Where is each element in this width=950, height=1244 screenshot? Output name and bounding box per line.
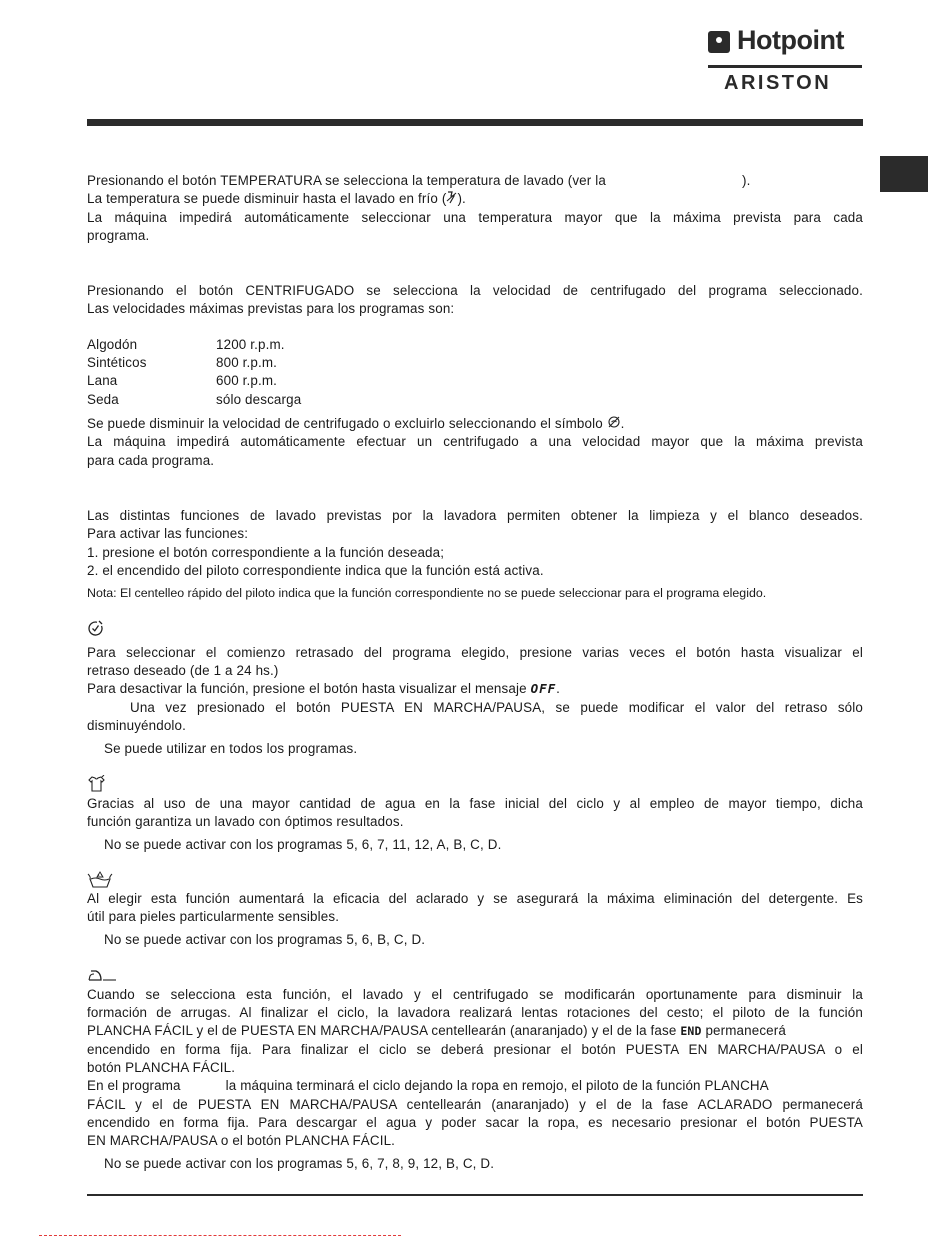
- funciones-line-3: 1. presione el botón correspondiente a la función deseada;: [87, 545, 445, 560]
- extra-aclarado-line-1: Al elegir esta función aumentará la eficacia del aclarado y se asegurará la máxima eliminación del detergente. Es: [87, 891, 863, 906]
- centrifugado-line-4: La máquina impedirá automáticamente efectuar un centrifugado a una velocidad mayor que la máxima prevista: [87, 434, 863, 449]
- plancha-line-1: Cuando se selecciona esta función, el lavado y el centrifugado se modificarán oportunamente para disminuir la: [87, 987, 863, 1002]
- retraso-line-1: Para seleccionar el comienzo retrasado del programa elegido, presione varias veces el botón hasta visualizar el: [87, 645, 863, 660]
- speed-value: 800 r.p.m.: [216, 355, 278, 370]
- funciones-line-4: 2. el encendido del piloto correspondiente indica que la función está activa.: [87, 563, 544, 578]
- sub-brand-name: ARISTON: [724, 72, 832, 94]
- temperatura-line-4: programa.: [87, 228, 150, 243]
- no-spin-icon: [607, 415, 621, 434]
- logo-divider: [708, 65, 862, 68]
- centrifugado-line-1: Presionando el botón CENTRIFUGADO se selecciona la velocidad de centrifugado del programa seleccionado.: [87, 283, 863, 298]
- off-display-text: OFF: [530, 681, 557, 696]
- speed-row: [87, 354, 863, 372]
- super-lavado-line-3: No se puede activar con los programas 5, 6, 7, 11, 12, A, B, C, D.: [104, 837, 502, 852]
- plancha-line-10: No se puede activar con los programas 5, 6, 7, 8, 9, 12, B, C, D.: [104, 1156, 495, 1171]
- brand-logo: [706, 25, 864, 98]
- brand-name: Hotpoint: [737, 25, 844, 55]
- side-tab: [880, 156, 928, 192]
- centrifugado-line-3: Se puede disminuir la velocidad de centrifugado o excluirlo seleccionando el símbolo .: [87, 415, 863, 434]
- funciones-line-1: Las distintas funciones de lavado previstas por la lavadora permiten obtener la limpieza y el blanco deseados.: [87, 508, 863, 523]
- plancha-line-9: EN MARCHA/PAUSA o el botón PLANCHA FÁCIL.: [87, 1133, 396, 1148]
- retraso-line-6: Se puede utilizar en todos los programas.: [104, 741, 358, 756]
- speed-row: [87, 336, 863, 354]
- super-lavado-line-2: función garantiza un lavado con óptimos resultados.: [87, 814, 404, 829]
- speed-value: 600 r.p.m.: [216, 373, 278, 388]
- retraso-line-2: retraso deseado (de 1 a 24 hs.): [87, 663, 279, 678]
- retraso-line-5: disminuyéndolo.: [87, 718, 187, 733]
- plancha-line-7: FÁCIL y el de PUESTA EN MARCHA/PAUSA centellearán (anaranjado) y el de la fase ACLARADO permanecerá: [87, 1097, 863, 1112]
- retraso-line-4: Una vez presionado el botón PUESTA EN MARCHA/PAUSA, se puede modificar el valor del retraso sólo: [130, 700, 863, 715]
- plancha-line-8: encendido en forma fija. Para descargar el agua y poder sacar la ropa, es necesario presionar el botón PUESTA: [87, 1115, 863, 1130]
- plancha-line-6: En el programa la máquina terminará el ciclo dejando la ropa en remojo, el piloto de la función PLANCHA: [87, 1078, 769, 1093]
- temperatura-line-3: La máquina impedirá automáticamente seleccionar una temperatura mayor que la máxima prevista para cada: [87, 210, 863, 225]
- easy-iron-icon: [87, 968, 117, 987]
- funciones-line-2: Para activar las funciones:: [87, 526, 249, 541]
- speed-program: Seda: [87, 392, 119, 407]
- funciones-note: Nota: El centelleo rápido del piloto indica que la función correspondiente no se puede seleccionar para el programa elegido.: [87, 586, 767, 600]
- centrifugado-line-5: para cada programa.: [87, 453, 215, 468]
- extra-aclarado-line-3: No se puede activar con los programas 5, 6, B, C, D.: [104, 932, 426, 947]
- speed-row: [87, 391, 863, 409]
- temperatura-line-2: La temperatura se puede disminuir hasta el lavado en frío ( ).: [87, 190, 863, 209]
- plancha-line-4: encendido en forma fija. Para finalizar el ciclo se deberá presionar el botón PUESTA EN MARCHA/PAUSA o el: [87, 1042, 863, 1057]
- delay-timer-icon: [87, 620, 104, 642]
- speed-program: Algodón: [87, 337, 138, 352]
- speed-value: sólo descarga: [216, 392, 302, 407]
- speed-value: 1200 r.p.m.: [216, 337, 285, 352]
- end-phase-text: END: [680, 1024, 702, 1038]
- header-bar: [87, 119, 863, 126]
- temperatura-line-1: Presionando el botón TEMPERATURA se selecciona la temperatura de lavado (ver la ).: [87, 173, 751, 188]
- speed-row: [87, 372, 863, 390]
- super-lavado-line-1: Gracias al uso de una mayor cantidad de agua en la fase inicial del ciclo y al empleo de mayor tiempo, dicha: [87, 796, 863, 811]
- super-wash-icon: [87, 775, 106, 797]
- plancha-line-3: PLANCHA FÁCIL y el de PUESTA EN MARCHA/PAUSA centellearán (anaranjado) y el de la fase END permanecerá: [87, 1023, 786, 1038]
- retraso-line-3: Para desactivar la función, presione el botón hasta visualizar el mensaje OFF.: [87, 681, 561, 696]
- speed-program: Lana: [87, 373, 118, 388]
- page-edge-marker: [39, 1235, 401, 1236]
- speed-program: Sintéticos: [87, 355, 147, 370]
- centrifugado-line-2: Las velocidades máximas previstas para los programas son:: [87, 301, 455, 316]
- plancha-line-5: botón PLANCHA FÁCIL.: [87, 1060, 236, 1075]
- cold-wash-icon: [446, 190, 457, 209]
- footer-rule: [87, 1194, 863, 1196]
- plancha-line-2: formación de arrugas. Al finalizar el ciclo, la lavadora realizará lentas rotaciones del cesto; el piloto de la función: [87, 1005, 863, 1020]
- brand-logo-mark: [708, 31, 730, 53]
- extra-aclarado-line-2: útil para pieles particularmente sensibles.: [87, 909, 340, 924]
